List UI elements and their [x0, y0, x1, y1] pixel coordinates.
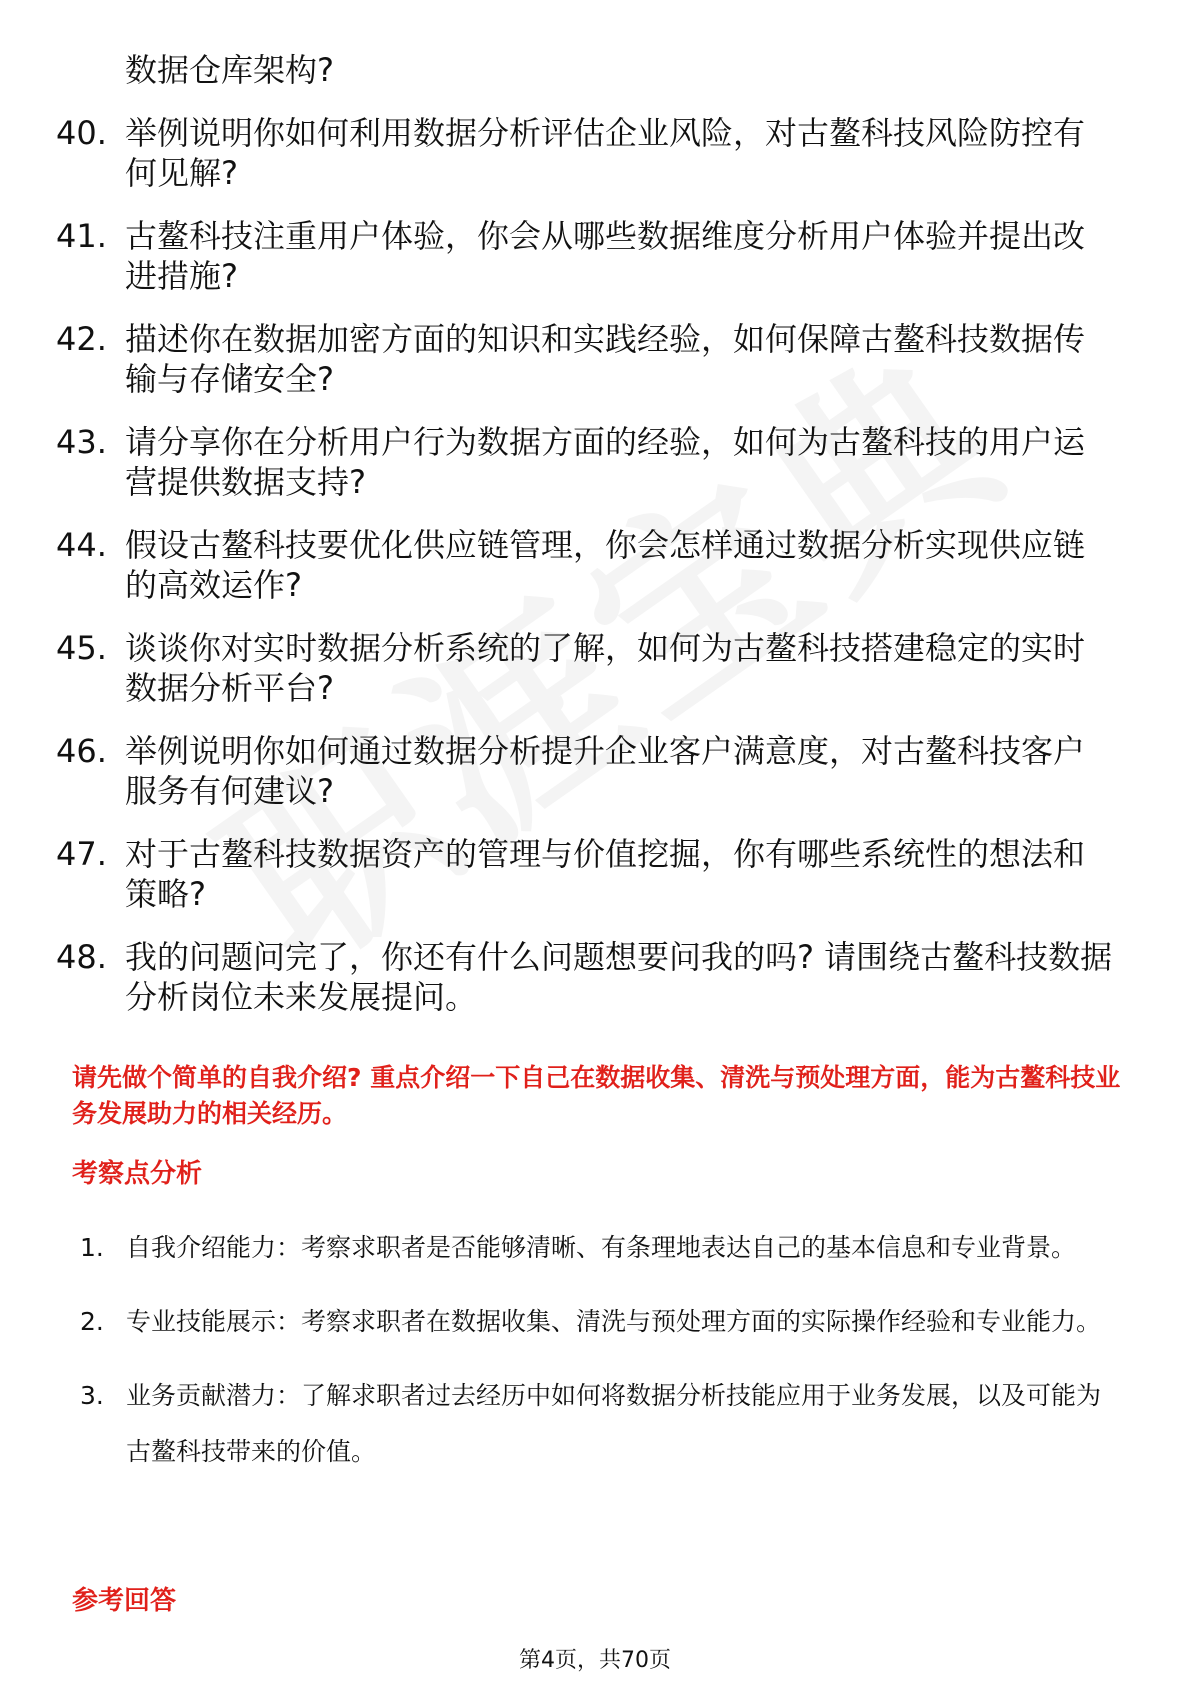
- question-number: 40.: [56, 114, 107, 152]
- list-item: [56, 319, 1116, 399]
- question-number: 42.: [56, 320, 107, 358]
- question-number: 44.: [56, 526, 107, 564]
- page-footer: 第4页，共70页: [519, 1648, 671, 1673]
- point-number: 2.: [80, 1307, 104, 1336]
- reference-heading: 参考回答: [72, 1586, 177, 1616]
- list-item: [56, 628, 1116, 708]
- list-item: [56, 525, 1116, 605]
- list-item: [56, 113, 1116, 193]
- list-item: [56, 731, 1116, 811]
- list-item: [56, 216, 1116, 296]
- question-text: 请分享你在分析用户行为数据方面的经验，如何为古鳌科技的用户运营提供数据支持?: [125, 423, 1086, 501]
- question-number: 46.: [56, 732, 107, 770]
- question-number: 48.: [56, 938, 107, 976]
- list-item: [56, 422, 1116, 502]
- question-text: 举例说明你如何利用数据分析评估企业风险，对古鳌科技风险防控有何见解?: [125, 114, 1086, 192]
- question-list: [56, 113, 1116, 1040]
- question-number: 47.: [56, 835, 107, 873]
- list-item: [56, 937, 1116, 1017]
- point-number: 1.: [80, 1233, 104, 1262]
- point-text: 业务贡献潜力：了解求职者过去经历中如何将数据分析技能应用于业务发展，以及可能为古鳌科技带来的价值。: [126, 1381, 1102, 1466]
- list-item: [80, 1220, 1120, 1276]
- point-number: 3.: [80, 1381, 104, 1410]
- analysis-list: [80, 1220, 1120, 1498]
- question-text: 我的问题问完了，你还有什么问题想要问我的吗? 请围绕古鳌科技数据分析岗位未来发展提问。: [125, 938, 1113, 1016]
- question-number: 43.: [56, 423, 107, 461]
- question-text: 举例说明你如何通过数据分析提升企业客户满意度，对古鳌科技客户服务有何建议?: [125, 732, 1086, 810]
- question-number: 41.: [56, 217, 107, 255]
- question-text: 假设古鳌科技要优化供应链管理，你会怎样通过数据分析实现供应链的高效运作?: [125, 526, 1086, 604]
- question-text: 古鳌科技注重用户体验，你会从哪些数据维度分析用户体验并提出改进措施?: [125, 217, 1086, 295]
- list-item: [80, 1294, 1120, 1350]
- point-text: 自我介绍能力：考察求职者是否能够清晰、有条理地表达自己的基本信息和专业背景。: [126, 1233, 1077, 1262]
- question-continuation: 数据仓库架构?: [125, 51, 334, 89]
- question-text: 对于古鳌科技数据资产的管理与价值挖掘，你有哪些系统性的想法和策略?: [125, 835, 1086, 913]
- analysis-heading: 考察点分析: [72, 1159, 203, 1189]
- point-text: 专业技能展示：考察求职者在数据收集、清洗与预处理方面的实际操作经验和专业能力。: [126, 1307, 1102, 1336]
- question-number: 45.: [56, 629, 107, 667]
- question-text: 描述你在数据加密方面的知识和实践经验，如何保障古鳌科技数据传输与存储安全?: [125, 320, 1086, 398]
- list-item: [56, 834, 1116, 914]
- question-text: 谈谈你对实时数据分析系统的了解，如何为古鳌科技搭建稳定的实时数据分析平台?: [125, 629, 1086, 707]
- featured-question: 请先做个简单的自我介绍? 重点介绍一下自己在数据收集、清洗与预处理方面，能为古鳌科技业务发展助力的相关经历。: [72, 1063, 1121, 1128]
- list-item: [80, 1368, 1120, 1480]
